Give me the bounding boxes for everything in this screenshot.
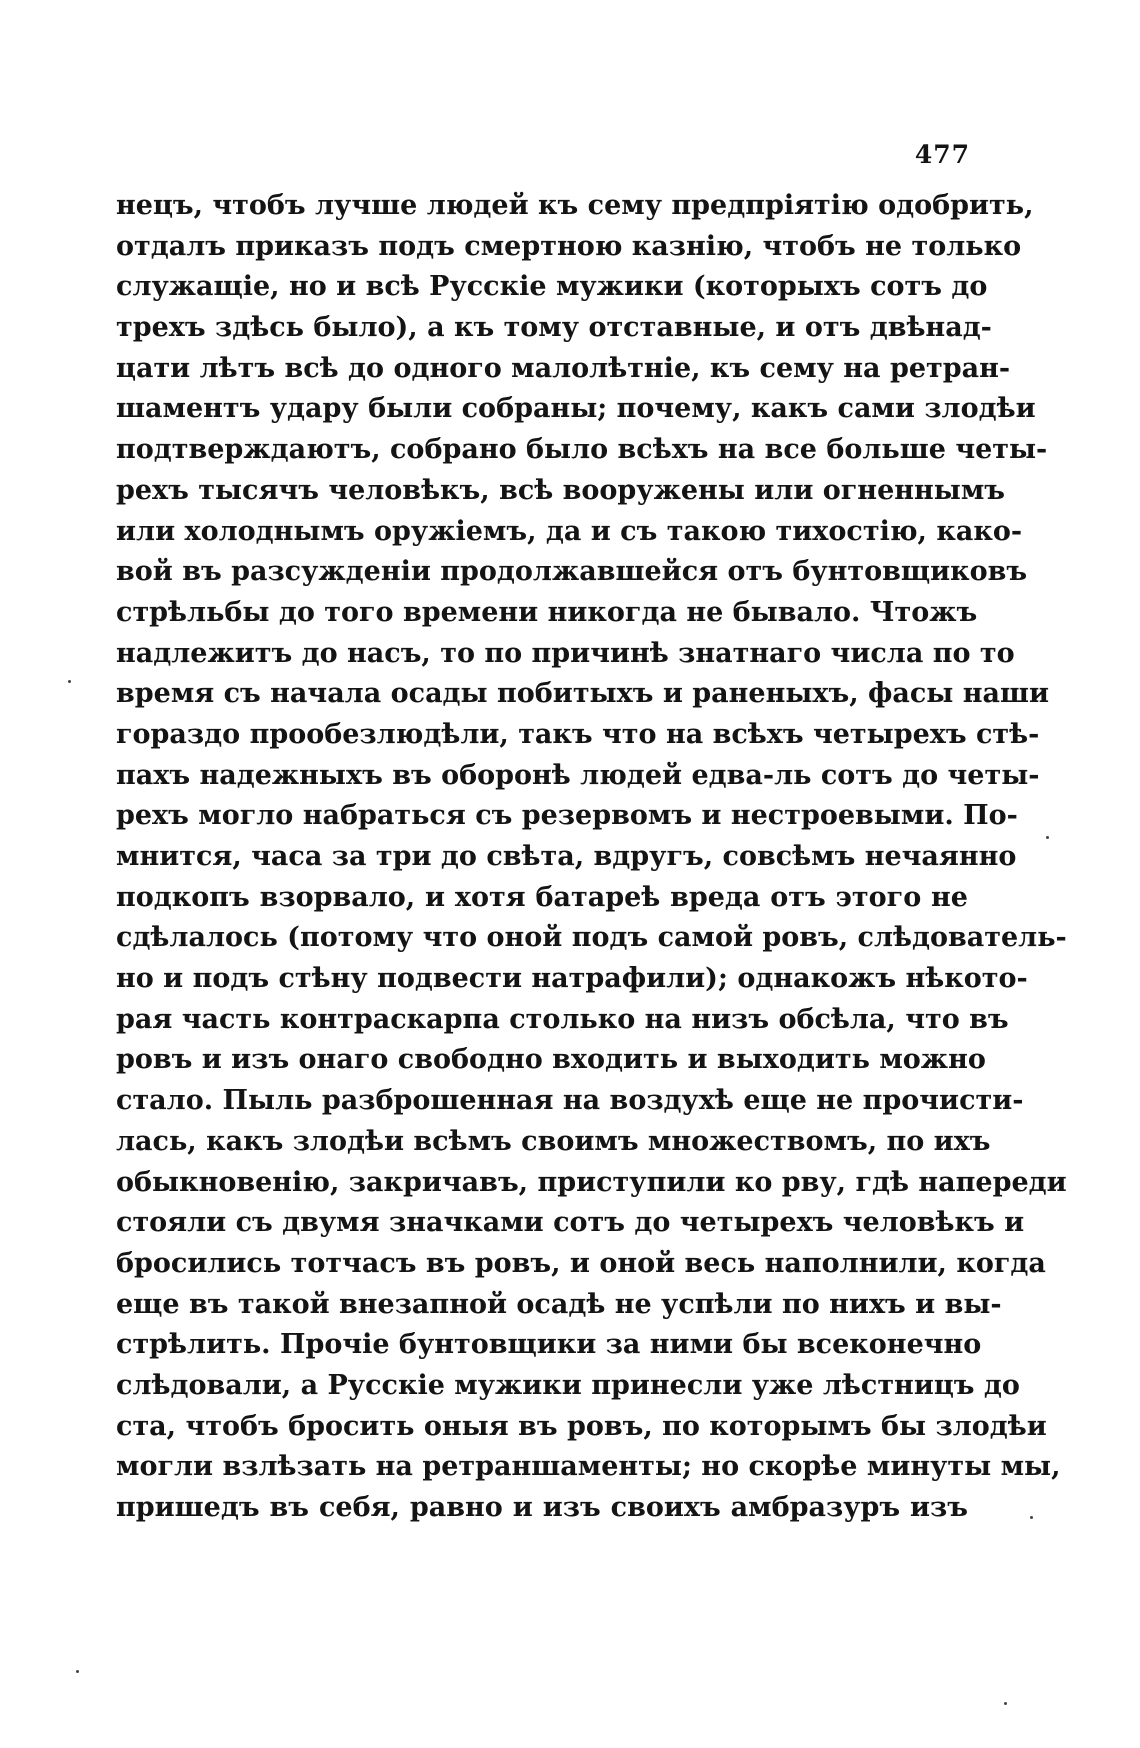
body-text — [116, 186, 1067, 1529]
text-line: время съ начала осады побитыхъ и раненыхъ, фасы наши — [116, 678, 1050, 710]
scan-speck — [76, 1670, 79, 1673]
text-line: подтверждаютъ, собрано было всѣхъ на все больше четы- — [116, 434, 1048, 466]
text-line: еще въ такой внезапной осадѣ не успѣли по нихъ и вы- — [116, 1288, 1002, 1320]
text-line: но и подъ стѣну подвести натрафили); однакожъ нѣкото- — [116, 963, 1028, 995]
text-line: могли взлѣзать на ретраншаменты; но скорѣе минуты мы, — [116, 1451, 1061, 1483]
text-line: гораздо прообезлюдѣли, такъ что на всѣхъ четырехъ стѣ- — [116, 718, 1040, 750]
text-line: рехъ могло набраться съ резервомъ и нестроевыми. По- — [116, 800, 1018, 832]
text-line: мнится, часа за три до свѣта, вдругъ, совсѣмъ нечаянно — [116, 841, 1017, 872]
text-line: стало. Пыль разброшенная на воздухѣ еще не прочисти- — [116, 1085, 1024, 1117]
text-line: шаментъ удару были собраны; почему, какъ сами злодѣи — [116, 393, 1036, 425]
text-line: лась, какъ злодѣи всѣмъ своимъ множествомъ, по ихъ — [116, 1125, 991, 1157]
text-line: обыкновенію, закричавъ, приступили ко рву, гдѣ напереди — [116, 1166, 1067, 1198]
text-line: стрѣльбы до того времени никогда не бывало. Чтожъ — [116, 596, 978, 628]
text-line: служащіе, но и всѣ Русскіе мужики (которыхъ сотъ до — [116, 271, 988, 303]
scan-speck — [68, 680, 71, 683]
text-line: стрѣлить. Прочіе бунтовщики за ними бы всеконечно — [116, 1329, 982, 1361]
text-line: пахъ надежныхъ въ оборонѣ людей едва-ль сотъ до четы- — [116, 759, 1040, 791]
text-line: пришедъ въ себя, равно и изъ своихъ амбразуръ изъ — [116, 1492, 968, 1523]
text-line: рехъ тысячъ человѣкъ, всѣ вооружены или огненнымъ — [116, 474, 1005, 506]
text-line: вой въ разсужденіи продолжавшейся отъ бунтовщиковъ — [116, 556, 1028, 588]
text-line: нецъ, чтобъ лучше людей къ сему предпріятію одобрить, — [116, 190, 1034, 221]
text-line: отдалъ приказъ подъ смертною казнію, чтобъ не только — [116, 230, 1022, 262]
text-line: слѣдовали, а Русскіе мужики принесли уже лѣстницъ до — [116, 1369, 1020, 1401]
page-number: 477 — [914, 140, 970, 169]
scan-speck — [1004, 1702, 1007, 1705]
text-line: трехъ здѣсь было), а къ тому отставные, и отъ двѣнад- — [116, 312, 992, 344]
text-line: бросились тотчасъ въ ровъ, и оной весь наполнили, когда — [116, 1247, 1046, 1279]
text-line: ста, чтобъ бросить оныя въ ровъ, по которымъ бы злодѣи — [116, 1410, 1047, 1442]
text-line: ровъ и изъ онаго свободно входить и выходить можно — [116, 1044, 986, 1076]
text-line: подкопъ взорвало, и хотя батареѣ вреда отъ этого не — [116, 881, 968, 913]
text-line: или холоднымъ оружіемъ, да и съ такою тихостію, како- — [116, 515, 1023, 547]
text-line: стояли съ двумя значками сотъ до четырехъ человѣкъ и — [116, 1207, 1025, 1239]
text-line: надлежитъ до насъ, то по причинѣ знатнаго числа по то — [116, 637, 1015, 669]
text-line: рая часть контраскарпа столько на низъ обсѣла, что въ — [116, 1003, 1009, 1035]
scan-speck — [1046, 836, 1049, 839]
scan-speck — [1030, 1516, 1033, 1519]
text-line: сдѣлалось (потому что оной подъ самой ровъ, слѣдователь- — [116, 922, 1067, 954]
text-line: цати лѣтъ всѣ до одного малолѣтніе, къ сему на ретран- — [116, 352, 1011, 384]
